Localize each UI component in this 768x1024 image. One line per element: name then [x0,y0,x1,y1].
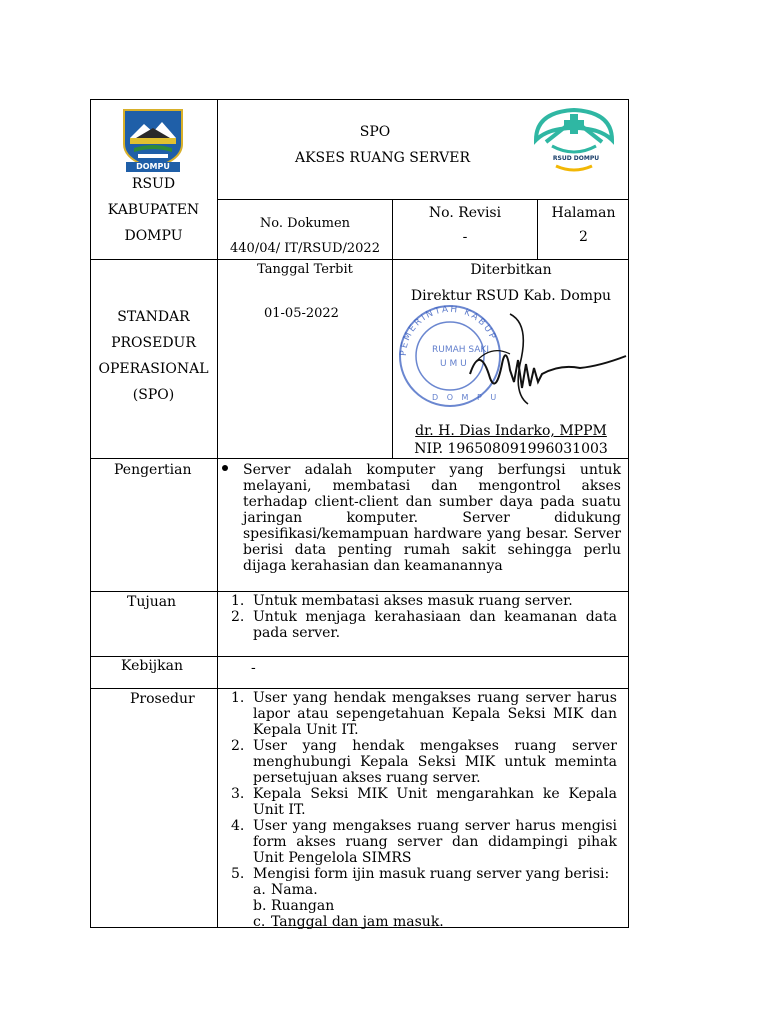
divider [90,591,629,592]
revision-label: No. Revisi [428,205,502,221]
hospital-label-line: RSUD [131,176,176,192]
sub-marker: c. [253,914,266,930]
sub-marker: b. [253,898,267,914]
sub-item-text: Nama. [271,882,318,898]
hospital-label [90,176,217,254]
sub-item-text: Ruangan [271,898,335,914]
divider [90,656,629,657]
page-title: AKSES RUANG SERVER [294,150,471,166]
sub-item-text: Tanggal dan jam masuk. [271,914,444,930]
definition-text: Server adalah komputer yang berfungsi untuk melayani, membatasi dan mengontrol akses terhadap client-client dan sumber daya pada suatu jaringan komputer. Server didukung spesifikasi/kemampuan hardware yang besar. Server berisi data penting rumah sakit sehingga perlu dijaga kerahasian dan keamanannya [243,462,621,574]
issue-date-value: 01-05-2022 [264,306,339,321]
sub-list-item [253,882,617,898]
hospital-logo-caption: RSUD DOMPU [552,155,600,162]
page-value: 2 [579,229,588,245]
divider [90,259,629,260]
section-label-pengertian: Pengertian [114,462,192,478]
procedure-text: Mengisi form ijin masuk ruang server yang berisi: [253,866,610,882]
sop-label-line: OPERASIONAL [98,361,209,377]
svg-text:RUMAH SAKI: RUMAH SAKI [432,345,489,355]
svg-text:D O M P U: D O M P U [432,393,500,402]
section-label-prosedur: Prosedur [130,691,195,707]
sop-label-line: (SPO) [132,387,175,403]
hospital-logo [530,106,618,174]
hospital-label-line: DOMPU [124,228,183,244]
sub-marker: a. [253,882,266,898]
hospital-logo-icon [530,106,618,174]
list-item: 4. User yang mengakses ruang server harus mengisi form akses ruang server dan didampingi pihak Unit Pengelola SIMRS [231,818,617,866]
policy-text: - [251,660,256,676]
signature [450,304,630,416]
divider [90,688,629,689]
district-crest-icon [120,108,186,170]
list-item: 2. Untuk menjaga kerahasiaan dan keamanan data pada server. [231,609,617,641]
dok-label: No. Dokumen [259,216,351,231]
sub-list-item [253,898,617,914]
procedure-list [231,690,617,930]
sop-label [90,309,217,413]
official-name: dr. H. Dias Indarko, MPPM [415,423,607,439]
official-nip: NIP. 196508091996031003 [414,441,608,457]
list-item: 1. Untuk membatasi akses masuk ruang server. [231,593,573,609]
list-item: 5. Mengisi form ijin masuk ruang server yang berisi: a. Nama. b. Ruangan c. Tanggal dan jam masuk. [253,866,617,930]
section-label-kebijakan: Kebijkan [121,658,183,674]
sub-list [253,882,617,930]
hospital-label-line: KABUPATEN [107,202,200,218]
procedure-text: User yang hendak mengakses ruang server menghubungi Kepala Seksi MIK untuk meminta persetujuan akses ruang server. [253,738,617,786]
procedure-text: Kepala Seksi MIK Unit mengarahkan ke Kepala Unit IT. [253,786,617,818]
doc-type: SPO [359,124,391,140]
divider [90,458,629,459]
issue-date-label: Tanggal Terbit [257,262,353,277]
objective-text: Untuk menjaga kerahasiaan dan keamanan data pada server. [253,609,617,641]
list-item: 1. User yang hendak mengakses ruang server harus lapor atau sepengetahuan Kepala Seksi MIK dan Kepala Unit IT. [231,690,617,738]
district-logo-caption: DOMPU [126,162,180,172]
sop-label-line: PROSEDUR [111,335,196,351]
sop-label-line: STANDAR [117,309,190,325]
list-item: 2. User yang hendak mengakses ruang server menghubungi Kepala Seksi MIK untuk meminta persetujuan akses ruang server. [231,738,617,786]
signature-icon [450,304,630,416]
procedure-text: User yang mengakses ruang server harus mengisi form akses ruang server dan didampingi pihak Unit Pengelola SIMRS [253,818,617,866]
list-item: 3. Kepala Seksi MIK Unit mengarahkan ke Kepala Unit IT. [231,786,617,818]
objectives-list [231,593,617,641]
bullet-icon [222,465,228,471]
sub-list-item [253,914,617,930]
svg-text:U M U: U M U [440,359,467,369]
revision-value: - [462,229,468,245]
district-logo [120,108,186,170]
page-label: Halaman [551,205,616,221]
issuer: Direktur RSUD Kab. Dompu [410,288,612,304]
divider [217,99,218,458]
section-label-tujuan: Tujuan [127,594,177,610]
procedure-text: User yang hendak mengakses ruang server harus lapor atau sepengetahuan Kepala Seksi MIK dan Kepala Unit IT. [253,690,617,738]
dok-value: 440/04/ IT/RSUD/2022 [230,241,380,256]
issued-label: Diterbitkan [470,262,552,278]
objective-text: Untuk membatasi akses masuk ruang server. [253,593,573,609]
svg-text:PEMERINTAH KABUP: PEMERINTAH KABUP [398,304,498,357]
divider [217,199,629,200]
